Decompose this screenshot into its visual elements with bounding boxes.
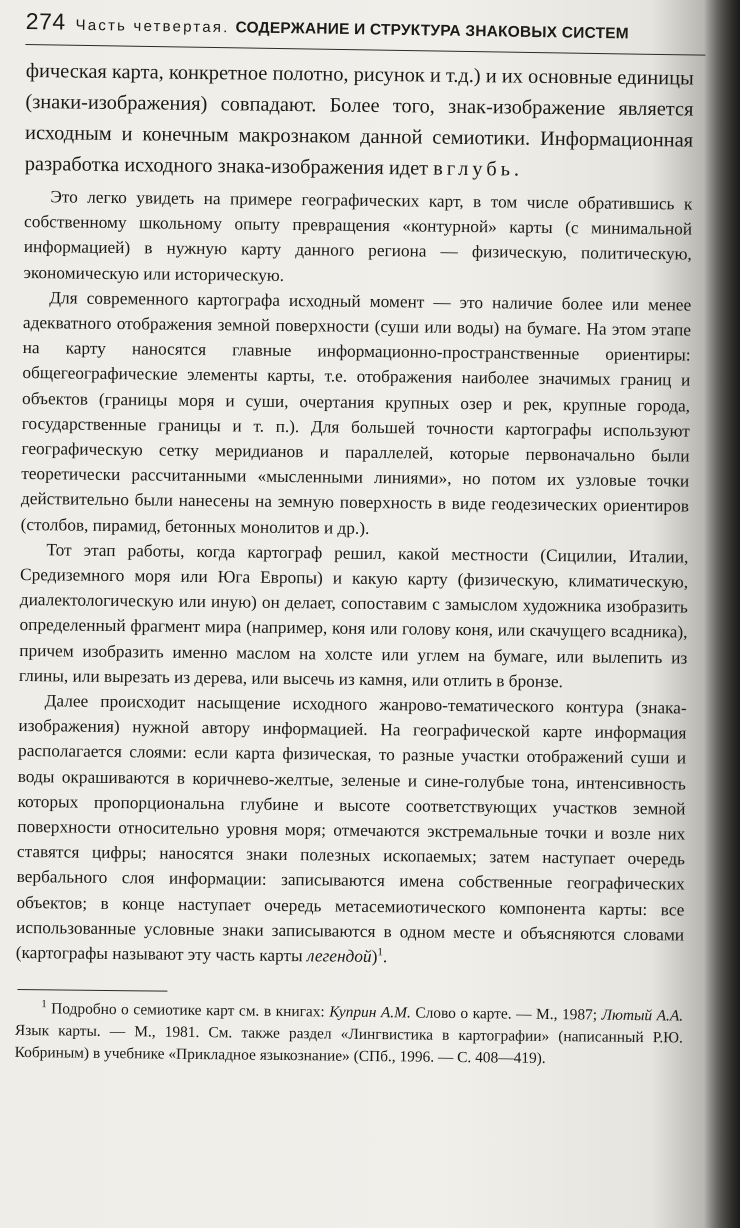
part-title: Часть четвертая. — [75, 16, 230, 37]
paragraph-1: фическая карта, конкретное полотно, рисунок и т.д.) и их основные единицы (знаки-изображения) совпадают. Более того, знак-изображение является исходным и конечным макрознаком данной семиотики. Информационная разработка исходного знака-изображения идет вглубь. — [24, 59, 694, 181]
paragraph-5: Далее происходит насыщение исходного жанрово-тематического контура (знака-изображения) нужной автору информацией. На географической карте информация располагается слоями: если карта физическая, то разные участки отображений суши и воды окрашиваются в коричнево-желтые, зеленые и сине-голубые тона, интенсивность которых пропорциональна глубине и высоте соответствующих участков земной поверхности относительно уровня моря; отмечаются экстремальные точки и возле них ставятся цифры; наносятся знаки полезных ископаемых; затем наступает очередь вербального слоя информации: записываются имена собственные географических объектов; в конце наступает очередь метасемиотического компонента карты: все использованные условные знаки записываются в одном месте и объясняются словами (картографы называют эту часть карты легендой)$^1$. — [15, 691, 687, 967]
book-spine-shadow — [704, 0, 740, 1228]
page-number: 274 — [25, 8, 66, 35]
paragraph-4: Тот этап работы, когда картограф решил, какой местности (Сицилии, Италии, Средиземного моря или Юга Европы) и какую карту (физическую, климатическую, диалектологическую или иную) он делает, сопоставим с замыслом художника изобразить определенный фрагмент мира (например, коня или голову коня, или скачущего всадника), причем изобразить именно маслом на холсте или углем на бумаге, или вылепить из глины, или вырезать из дерева, или высечь из камня, или отлить в бронзе. — [18, 540, 689, 691]
chapter-title: СОДЕРЖАНИЕ И СТРУКТУРА ЗНАКОВЫХ СИСТЕМ — [235, 19, 629, 43]
italic-term: легендой — [306, 946, 372, 967]
footnote-divider — [17, 989, 167, 992]
running-header — [25, 8, 705, 56]
spaced-word: вглубь — [433, 157, 515, 181]
page-body — [15, 56, 694, 1072]
footnote: $^1$ Подробно о семиотике карт см. в книгах: Куприн А.М. Слово о карте. — М., 1987; Лютый А.А. Язык карты. — М., 1981. См. также раздел «Лингвистика в картографии» (написанный Р.Ю. Кобриным) в учебнике «Прикладное языкознание» (СПб., 1996. — С. 408—419). — [14, 998, 684, 1068]
footnote-author-2: Лютый А.А. — [601, 1006, 684, 1025]
footnote-ref: 1 — [377, 946, 384, 959]
paragraph-2: Это легко увидеть на примере географических карт, в том числе обратившись к собственному школьному опыту превращения «контурной» карты (с минимальной информацией) в нужную карту данного региона — физическую, политическую, экономическую или историческую. — [23, 187, 693, 285]
footnote-author-1: Куприн А.М. — [329, 1003, 411, 1022]
footnote-marker: 1 — [41, 998, 47, 1011]
paragraph-3: Для современного картографа исходный момент — это наличие более или менее адекватного отображения земной поверхности (суши или воды) на бумаге. На этом этапе на карту наносятся главные информационно-пространственные ориентиры: общегеографические элементы карты, т.е. отображения наиболее значимых границ и объектов (границы моря и суши, очертания крупных озер и рек, крупные города, государственные границы и т. п.). Для большей точности картографы используют географическую сетку меридианов и параллелей, которые первоначально были теоретически рассчитанными «мысленными линиями», но потом их узловые точки действительно были нанесены на земную поверхность в виде геодезических ориентиров (столбов, пирамид, бетонных монолитов и др.). — [20, 288, 692, 538]
